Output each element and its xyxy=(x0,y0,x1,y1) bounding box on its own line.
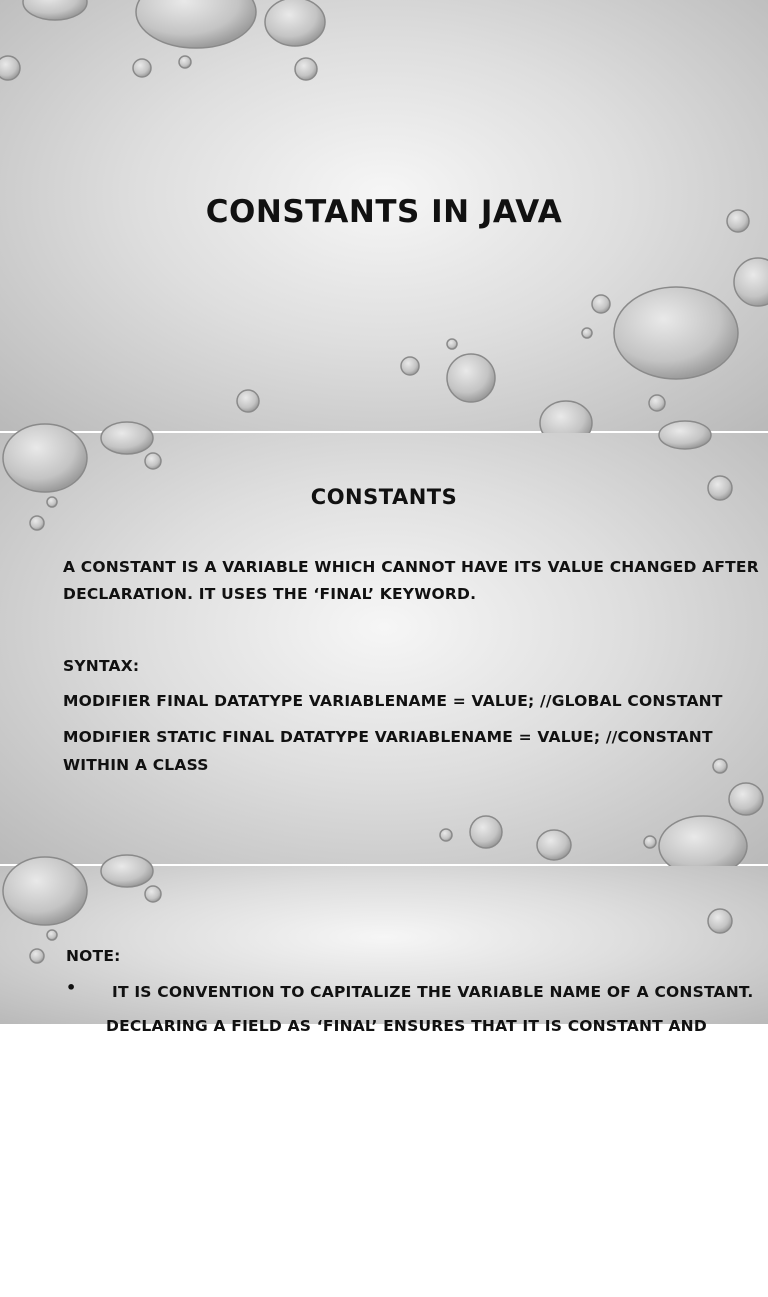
slide-title-heading: CONSTANTS IN JAVA xyxy=(205,194,563,230)
definition-line-2: DECLARATION. IT USES THE ‘FINAL’ KEYWORD. xyxy=(63,585,477,603)
slide-note xyxy=(0,866,768,1035)
syntax-class-constant-line-2: WITHIN A CLASS xyxy=(63,756,209,774)
note-bullet-2: DECLARING A FIELD AS ‘FINAL’ ENSURES THAT IT IS CONSTANT AND xyxy=(106,1017,707,1035)
slide-heading: CONSTANTS xyxy=(310,485,458,509)
note-label: NOTE: xyxy=(66,947,121,965)
syntax-class-constant-line-1: MODIFIER STATIC FINAL DATATYPE VARIABLENAME = VALUE; //CONSTANT xyxy=(63,728,713,746)
slide-title xyxy=(0,0,768,431)
water-drops-decoration xyxy=(0,866,768,1297)
syntax-label: SYNTAX: xyxy=(63,657,140,675)
syntax-global-constant: MODIFIER FINAL DATATYPE VARIABLENAME = VALUE; //GLOBAL CONSTANT xyxy=(63,692,723,710)
bullet-marker: • xyxy=(66,978,77,997)
slide-constants xyxy=(0,433,768,864)
definition-line-1: A CONSTANT IS A VARIABLE WHICH CANNOT HAVE ITS VALUE CHANGED AFTER xyxy=(63,558,759,576)
note-bullet-1: IT IS CONVENTION TO CAPITALIZE THE VARIABLE NAME OF A CONSTANT. xyxy=(112,983,754,1001)
